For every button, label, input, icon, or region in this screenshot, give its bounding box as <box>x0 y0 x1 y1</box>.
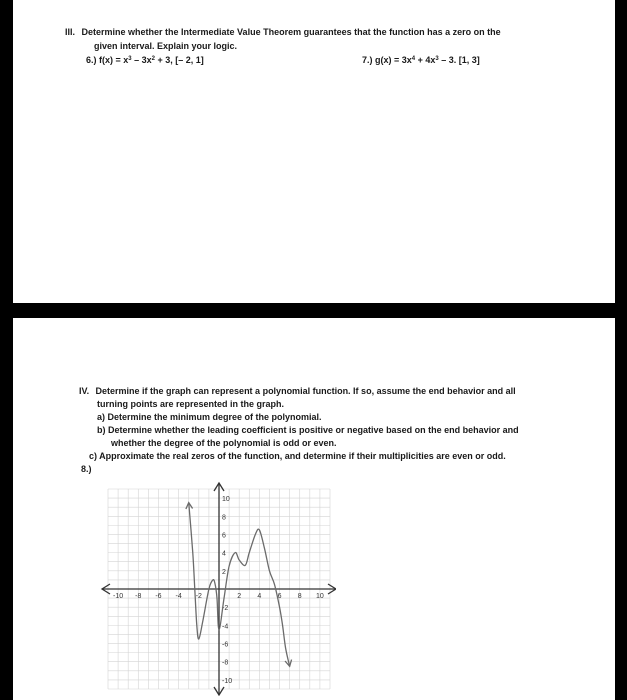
section-3-instruction-text: Determine whether the Intermediate Value Theorem guarantees that the function has a zero on the <box>81 27 501 37</box>
y-tick-label: 8 <box>222 514 226 522</box>
problem-6-term2: – 3x <box>131 55 152 65</box>
section-3-instruction-line1 <box>65 27 501 38</box>
x-tick-label: -8 <box>135 593 142 600</box>
problem-7 <box>362 55 480 66</box>
part-b-line2: whether the degree of the polynomial is odd or even. <box>111 438 337 448</box>
y-tick-label: -6 <box>222 641 229 649</box>
y-tick-label: 2 <box>222 568 226 576</box>
x-tick-label: -10 <box>113 593 124 600</box>
y-tick-label: -4 <box>222 623 229 631</box>
part-a: a) Determine the minimum degree of the polynomial. <box>97 412 322 422</box>
section-3-number: III. <box>65 27 76 37</box>
section-4-instruction-line1 <box>79 386 516 397</box>
problem-7-exp1: 4 <box>411 56 416 62</box>
problem-7-label: 7.) <box>362 55 373 65</box>
y-tick-label: -8 <box>222 659 229 667</box>
x-tick-label: -6 <box>155 593 162 600</box>
problem-6-exp2: 2 <box>151 56 156 62</box>
polynomial-graph <box>96 481 336 696</box>
y-tick-label: 4 <box>222 550 226 558</box>
y-tick-label: 6 <box>222 532 226 540</box>
worksheet-page-top <box>13 0 615 303</box>
curve-layer <box>186 503 292 667</box>
section-4-instruction-line2: turning points are represented in the graph. <box>97 399 285 409</box>
x-tick-label: 4 <box>257 593 262 600</box>
problem-6-rest: + 3, [– 2, 1] <box>155 55 204 65</box>
section-4-instruction-text: Determine if the graph can represent a polynomial function. If so, assume the end behavior and all <box>95 386 516 396</box>
axes <box>102 483 336 695</box>
section-4-number: IV. <box>79 386 90 396</box>
problem-6-exp1: 3 <box>128 56 132 62</box>
x-tick-label: -2 <box>195 593 202 600</box>
problem-7-gx-prefix: g(x) = 3x <box>375 55 412 65</box>
y-tick-label: -2 <box>222 605 229 613</box>
problem-6-label: 6.) <box>86 55 97 65</box>
problem-7-term2: + 4x <box>415 55 436 65</box>
y-tick-label: -10 <box>222 677 233 685</box>
x-tick-label: -4 <box>175 593 182 600</box>
y-tick-label: 10 <box>222 496 230 504</box>
worksheet-page-bottom <box>13 318 615 700</box>
part-b-line1: b) Determine whether the leading coefficient is positive or negative based on the end behavior and <box>97 425 519 435</box>
x-tick-label: 2 <box>237 593 242 600</box>
problem-6-fx-prefix: f(x) = x <box>99 55 129 65</box>
problem-7-exp2: 3 <box>435 56 439 62</box>
problem-8-label: 8.) <box>81 464 92 474</box>
x-tick-label: 8 <box>297 593 302 600</box>
x-tick-label: 10 <box>316 593 324 600</box>
part-c: c) Approximate the real zeros of the function, and determine if their multiplicities are even or odd. <box>89 451 506 461</box>
problem-6 <box>86 55 204 66</box>
problem-7-rest: – 3. [1, 3] <box>438 55 480 65</box>
x-tick-label: 6 <box>277 593 282 600</box>
section-3-instruction-line2: given interval. Explain your logic. <box>94 41 238 51</box>
